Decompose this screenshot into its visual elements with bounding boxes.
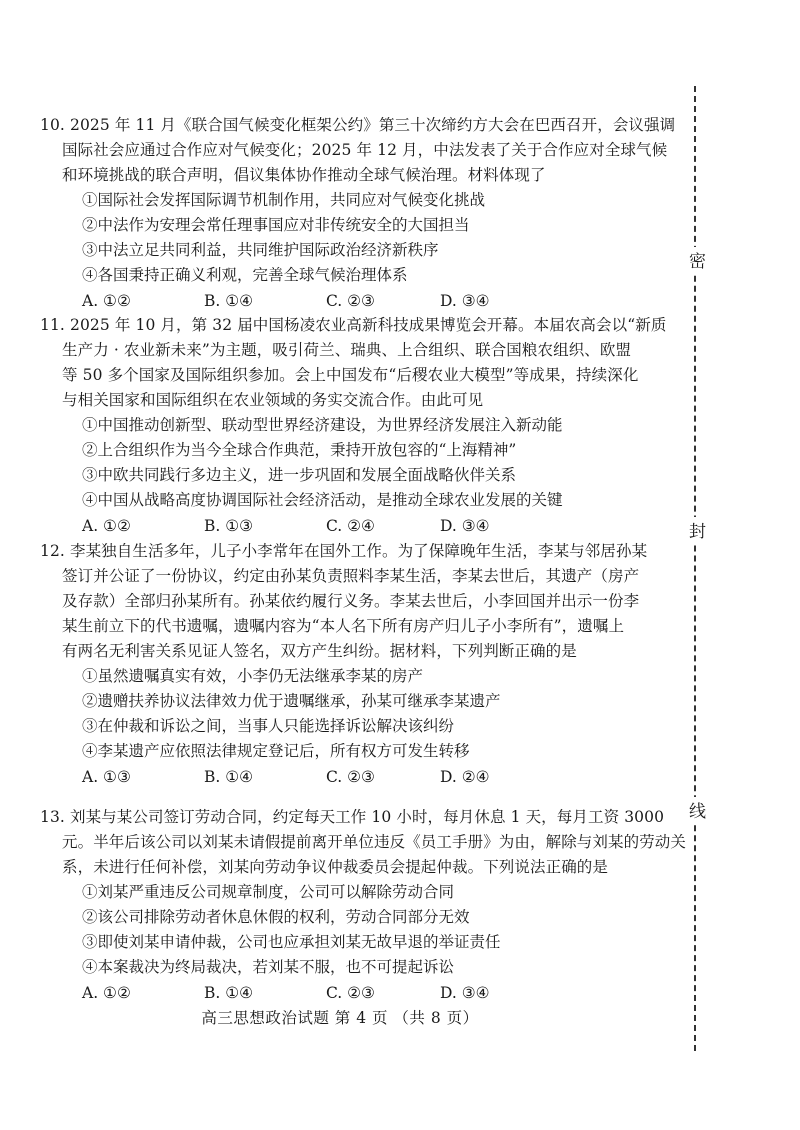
choice-c: C. ②④ — [326, 517, 375, 535]
question-stem-line: 国际社会应通过合作应对气候变化；2025 年 12 月，中法发表了关于合作应对全球气候 — [62, 141, 668, 159]
binding-mark-close: 封 — [682, 517, 708, 543]
binding-mark-seal: 密 — [682, 247, 708, 273]
choice-c: C. ②③ — [326, 768, 375, 786]
binding-dashed-line — [694, 86, 696, 1051]
binding-mark-line: 线 — [682, 797, 708, 823]
statement-1: ①中国推动创新型、联动型世界经济建设，为世界经济发展注入新动能 — [82, 416, 563, 434]
question-stem-line: 13. 刘某与某公司签订劳动合同，约定每天工作 10 小时，每月休息 1 天，每月工资 3000 — [40, 808, 665, 826]
answer-choices — [82, 288, 682, 314]
statement-3: ③中法立足共同利益，共同维护国际政治经济新秩序 — [82, 241, 439, 259]
choice-b: B. ①④ — [204, 292, 254, 310]
statement-3: ③在仲裁和诉讼之间，当事人只能选择诉讼解决该纠纷 — [82, 717, 455, 735]
statement-2: ②遗赠扶养协议法律效力优于遗嘱继承，孙某可继承李某遗产 — [82, 692, 501, 710]
choice-a: A. ①② — [82, 517, 131, 535]
choice-b: B. ①③ — [204, 517, 254, 535]
question-stem-line: 及存款）全部归孙某所有。孙某依约履行义务。李某去世后，小李回国并出示一份李 — [62, 592, 640, 610]
choice-c: C. ②③ — [326, 984, 375, 1002]
choice-b: B. ①④ — [204, 984, 254, 1002]
question-13 — [40, 805, 687, 1006]
question-11 — [40, 313, 682, 539]
question-stem-line: 12. 李某独自生活多年，儿子小李常年在国外工作。为了保障晚年生活，李某与邻居孙某 — [40, 542, 648, 560]
question-stem-line: 等 50 多个国家及国际组织参加。会上中国发布“后稷农业大模型”等成果，持续深化 — [62, 366, 639, 384]
question-stem-line: 某生前立下的代书遗嘱，遗嘱内容为“本人名下所有房产归儿子小李所有”，遗嘱上 — [62, 617, 625, 635]
statement-4: ④中国从战略高度协调国际社会经济活动，是推动全球农业发展的关键 — [82, 491, 563, 509]
answer-choices — [82, 980, 682, 1006]
choice-a: A. ①② — [82, 292, 131, 310]
question-stem-line: 与相关国家和国际组织在农业领域的务实交流合作。由此可见 — [62, 391, 484, 409]
answer-choices — [82, 764, 682, 790]
choice-d: D. ②④ — [440, 768, 490, 786]
question-stem-line: 签订并公证了一份协议，约定由孙某负责照料李某生活，李某去世后，其遗产（房产 — [62, 567, 640, 585]
question-stem-line: 有两名无利害关系见证人签名，双方产生纠纷。据材料，下列判断正确的是 — [62, 642, 577, 660]
statement-1: ①刘某严重违反公司规章制度，公司可以解除劳动合同 — [82, 883, 455, 901]
question-stem-line: 和环境挑战的联合声明，倡议集体协作推动全球气候治理。材料体现了 — [62, 166, 546, 184]
choice-c: C. ②③ — [326, 292, 375, 310]
statement-4: ④李某遗产应依照法律规定登记后，所有权方可发生转移 — [82, 742, 470, 760]
statement-3: ③中欧共同践行多边主义，进一步巩固和发展全面战略伙伴关系 — [82, 466, 517, 484]
statement-3: ③即使刘某申请仲裁，公司也应承担刘某无故早退的举证责任 — [82, 933, 501, 951]
question-stem-line: 元。半年后该公司以刘某未请假提前离开单位违反《员工手册》为由，解除与刘某的劳动关 — [62, 833, 687, 851]
choice-d: D. ③④ — [440, 984, 490, 1002]
question-stem-line: 10. 2025 年 11 月《联合国气候变化框架公约》第三十次缔约方大会在巴西召开，会议强调 — [40, 116, 676, 134]
answer-choices — [82, 513, 682, 539]
statement-2: ②该公司排除劳动者休息休假的权利，劳动合同部分无效 — [82, 908, 470, 926]
question-stem-line: 系，未进行任何补偿，刘某向劳动争议仲裁委员会提起仲裁。下列说法正确的是 — [62, 858, 609, 876]
statement-4: ④本案裁决为终局裁决，若刘某不服，也不可提起诉讼 — [82, 958, 455, 976]
question-stem-line: 11. 2025 年 10 月，第 32 届中国杨凌农业高新科技成果博览会开幕。本届农高会以“新质 — [40, 316, 667, 334]
choice-d: D. ③④ — [440, 517, 490, 535]
statement-1: ①虽然遗嘱真实有效，小李仍无法继承李某的房产 — [82, 667, 424, 685]
question-12 — [40, 539, 682, 790]
statement-1: ①国际社会发挥国际调节机制作用，共同应对气候变化挑战 — [82, 191, 486, 209]
choice-b: B. ①④ — [204, 768, 254, 786]
question-10 — [40, 113, 682, 314]
statement-2: ②中法作为安理会常任理事国应对非传统安全的大国担当 — [82, 216, 470, 234]
statement-4: ④各国秉持正确义利观，完善全球气候治理体系 — [82, 266, 408, 284]
choice-a: A. ①③ — [82, 768, 131, 786]
choice-a: A. ①② — [82, 984, 131, 1002]
choice-d: D. ③④ — [440, 292, 490, 310]
question-stem-line: 生产力 · 农业新未来”为主题，吸引荷兰、瑞典、上合组织、联合国粮农组织、欧盟 — [62, 341, 632, 359]
statement-2: ②上合组织作为当今全球合作典范，秉持开放包容的“上海精神” — [82, 441, 517, 459]
page-footer: 高三思想政治试题 第 4 页 （共 8 页） — [201, 1009, 479, 1027]
